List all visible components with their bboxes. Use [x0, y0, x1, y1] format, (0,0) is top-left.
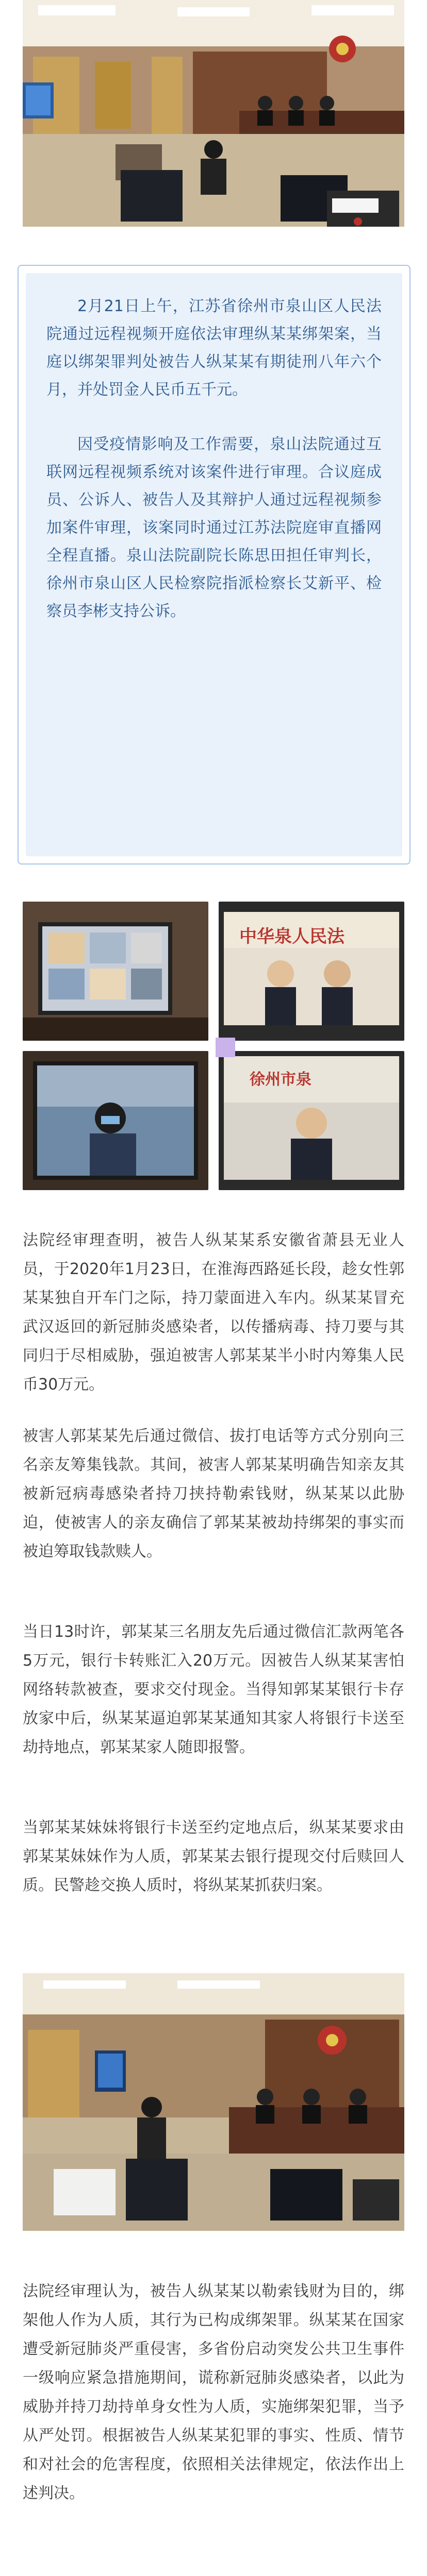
- prosecutors-screen-sign: 徐州市泉: [250, 1071, 311, 1089]
- summary-box: [18, 265, 410, 865]
- grid-photo-screen-1: [23, 902, 208, 1041]
- body-paragraph-2: 被害人郭某某先后通过微信、拔打电话等方式分别向三名亲友筹集钱款。其间，被害人郭某某明确告知亲友其被新冠病毒感染者持刀挟持勒索钱财，纵某某以此胁迫，使被害人的亲友确信了郭某某被劫持绑架的事实而被迫筹取钱款赎人。: [23, 1427, 404, 1561]
- judges-screen-sign: 中华泉人民法: [239, 926, 344, 947]
- body-paragraph-4: 当郭某某妹妹将银行卡送至约定地点后，纵某某要求由郭某某妹妹作为人质，郭某某去银行提现交付后赎回人质。民警趁交换人质时，将纵某某抓获归案。: [23, 1819, 404, 1894]
- body-paragraph-3: 当日13时许，郭某某三名朋友先后通过微信汇款两笔各5万元，银行卡转账汇入20万元。因被告人纵某某害怕网络转款被查，要求交付现金。当得知郭某某银行卡存放家中后，纵某某逼迫郭某某通知其家人将银行卡送至劫持地点，郭某某家人随即报警。: [23, 1623, 404, 1756]
- video-trial-photo-grid: [23, 902, 404, 1190]
- summary-box-inner: [26, 273, 402, 856]
- decorative-square: [216, 1038, 235, 1057]
- grid-photo-prosecutors: [219, 1051, 404, 1190]
- body-paragraph-1: 法院经审理查明，被告人纵某某系安徽省萧县无业人员，于2020年1月23日，在淮海西路延长段，趁女性郭某某独自开车门之际，持刀蒙面进入车内。纵某某冒充武汉返回的新冠肺炎感染者，以传播病毒、持刀要与其同归于尽相威胁，强迫被害人郭某某半小时内筹集人民币30万元。: [23, 1231, 404, 1394]
- courtroom-photo-top: [23, 0, 404, 227]
- summary-paragraph-1: 2月21日上午，江苏省徐州市泉山区人民法院通过远程视频开庭依法审理纵某某绑架案，当庭以绑架罪判处被告人纵某某有期徒刑八年六个月，并处罚金人民币五千元。: [46, 297, 382, 399]
- grid-photo-defendant: [23, 1051, 208, 1190]
- body-paragraph-5: 法院经审理认为，被告人纵某某以勒索钱财为目的，绑架他人作为人质，其行为已构成绑架罪。纵某某在国家遭受新冠肺炎严重侵害，多省份启动突发公共卫生事件一级响应紧急措施期间，谎称新冠肺炎感染者，以此为威胁并持刀劫持单身女性为人质，实施绑架犯罪，当予从严处罚。根据被告人纵某某犯罪的事实、性质、情节和对社会的危害程度，依照相关法律规定，依法作出上述判决。: [23, 2282, 404, 2502]
- summary-paragraph-2: 因受疫情影响及工作需要，泉山法院通过互联网远程视频系统对该案件进行审理。合议庭成员、公诉人、被告人及其辩护人通过远程视频参加案件审理，该案同时通过江苏法院庭审直播网全程直播。泉山法院副院长陈思田担任审判长，徐州市泉山区人民检察院指派检察长艾新平、检察员李彬支持公诉。: [46, 435, 382, 620]
- grid-photo-judges: [219, 902, 404, 1041]
- courtroom-photo-bottom: [23, 1973, 404, 2231]
